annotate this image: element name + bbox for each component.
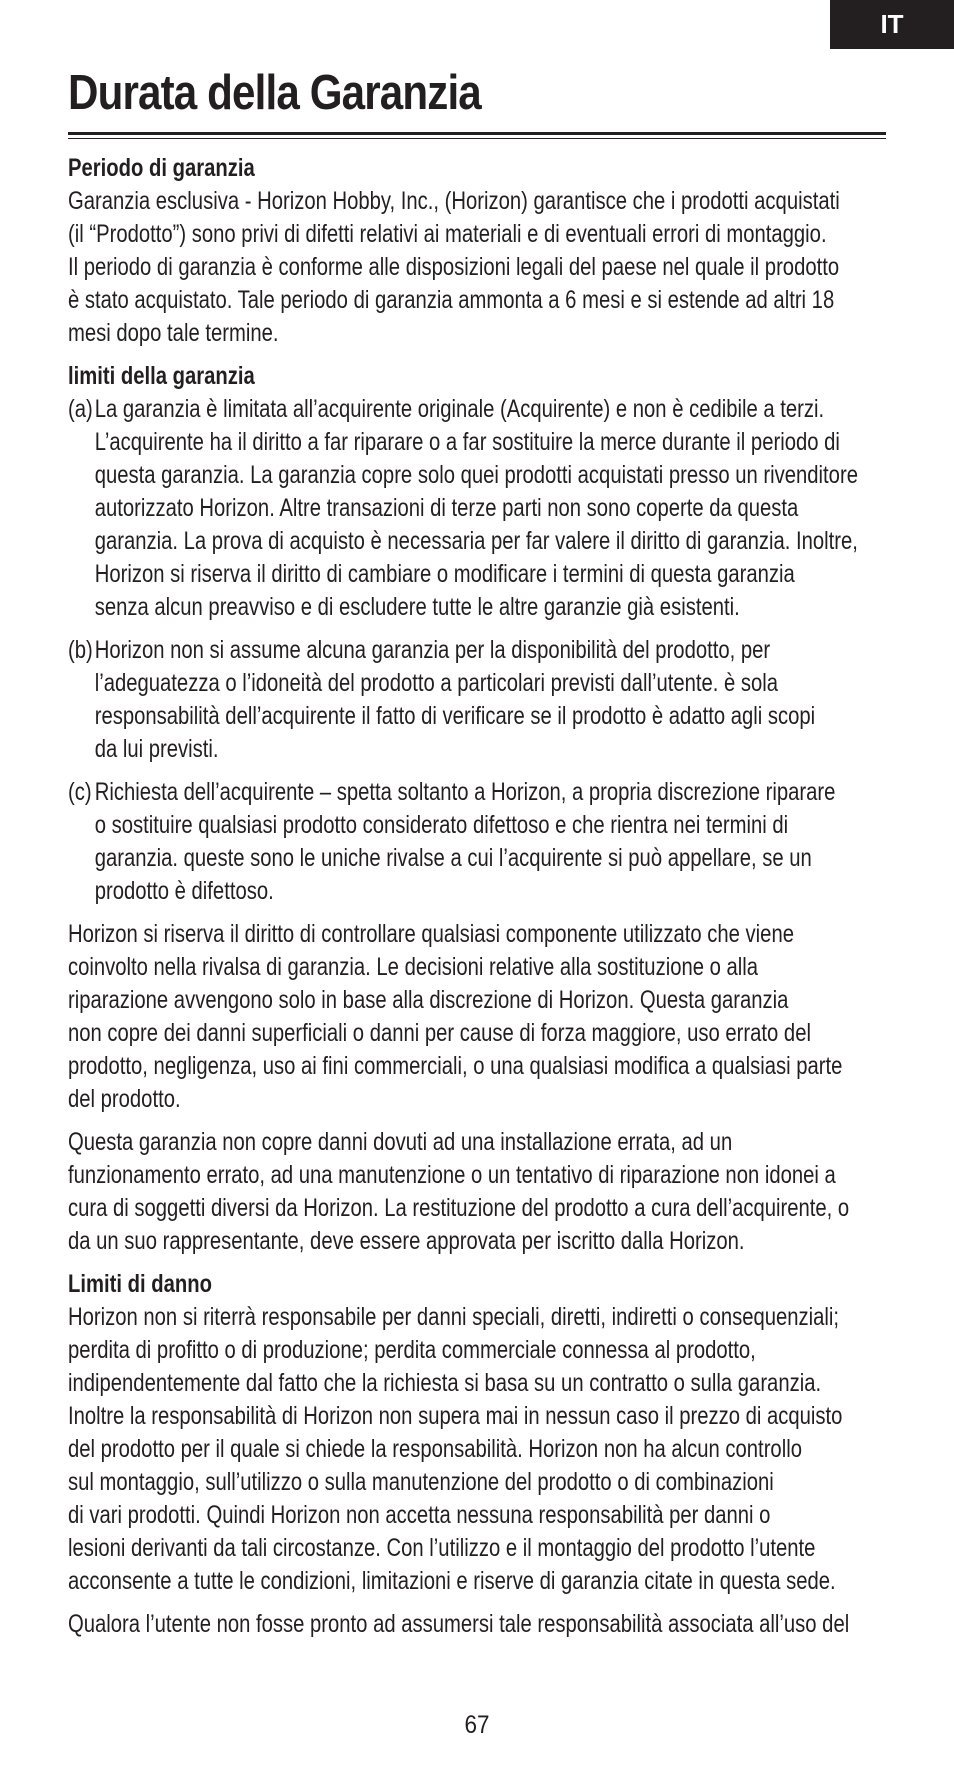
list-item-text: Horizon non si assume alcuna garanzia per la disponibilità del prodotto, per l’adeguatezza o l’idoneità del prodotto a particolari previsti dall’utente. è sola responsabilità dell’acquirente il fatto di verificare se il prodotto è adatto agli scopi da lui previsti. — [94, 636, 816, 763]
language-tab — [830, 0, 954, 49]
list-item — [68, 393, 878, 624]
list-item-text: La garanzia è limitata all’acquirente originale (Acquirente) e non è cedibile a terzi. L’acquirente ha il diritto a far riparare o a far sostituire la merce durante il periodo di questa garanzia. La garanzia copre solo quei prodotti acquistati presso un rivenditore autorizzato Horizon. Altre transazioni di terze parti non sono coperte da questa garanzia. La prova di acquisto è necessaria per far valere il diritto di garanzia. Inoltre, Horizon si riserva il diritto di cambiare o modificare i termini di questa garanzia senza alcun preavviso e di escludere tutte le altre garanzie già esistenti. — [94, 395, 858, 621]
list-item-label: (c) — [68, 778, 92, 806]
section-heading: limiti della garanzia — [68, 362, 255, 390]
section-limiti-di-danno — [68, 1268, 878, 1641]
paragraph: Qualora l’utente non fosse pronto ad assumersi tale responsabilità associata all’uso del — [68, 1610, 850, 1638]
list-item-label: (a) — [68, 395, 93, 423]
list-item-text: Richiesta dell’acquirente – spetta soltanto a Horizon, a propria discrezione riparare o sostituire qualsiasi prodotto considerato difettoso e che rientra nei termini di garanzia. queste sono le uniche rivalse a cui l’acquirente si può appellare, se un prodotto è difettoso. — [94, 778, 836, 905]
page-title: Durata della Garanzia — [68, 66, 481, 120]
section-periodo-di-garanzia — [68, 152, 878, 350]
paragraph: Horizon si riserva il diritto di controllare qualsiasi componente utilizzato che viene coinvolto nella rivalsa di garanzia. Le decisioni relative alla sostituzione o alla riparazione avvengono solo in base alla discrezione di Horizon. Questa garanzia non copre dei danni superficiali o danni per cause di forza maggiore, uso errato del prodotto, negligenza, uso ai fini commerciali, o una qualsiasi modifica a qualsiasi parte del prodotto. — [68, 920, 843, 1113]
list-item — [68, 776, 878, 908]
list-item — [68, 634, 878, 766]
paragraph: Garanzia esclusiva - Horizon Hobby, Inc., (Horizon) garantisce che i prodotti acquistati (il “Prodotto”) sono privi di difetti relativi ai materiali e di eventuali errori di montaggio. Il periodo di garanzia è conforme alle disposizioni legali del paese nel quale il prodotto è stato acquistato. Tale periodo di garanzia ammonta a 6 mesi e si estende ad altri 18 mesi dopo tale termine. — [68, 187, 840, 347]
title-rule-thin — [68, 138, 886, 139]
section-limiti-della-garanzia — [68, 360, 878, 1258]
language-tab-label: IT — [880, 9, 904, 39]
title-rule-thick — [68, 132, 886, 135]
list-item-label: (b) — [68, 636, 93, 664]
document-body — [68, 152, 878, 1651]
paragraph: Horizon non si riterrà responsabile per danni speciali, diretti, indiretti o consequenziali; perdita di profitto o di produzione; perdita commerciale connessa al prodotto, indipendentemente dal fatto che la richiesta si basa su un contratto o sulla garanzia. Inoltre la responsabilità di Horizon non supera mai in nessun caso il prezzo di acquisto del prodotto per il quale si chiede la responsabilità. Horizon non ha alcun controllo sul montaggio, sull’utilizzo o sulla manutenzione del prodotto o di combinazioni di vari prodotti. Quindi Horizon non accetta nessuna responsabilità per danni o lesioni derivanti da tali circostanze. Con l’utilizzo e il montaggio del prodotto l’utente acconsente a tutte le condizioni, limitazioni e riserve di garanzia citate in questa sede. — [68, 1303, 843, 1595]
section-heading: Limiti di danno — [68, 1270, 212, 1298]
page-number: 67 — [464, 1711, 490, 1739]
paragraph: Questa garanzia non copre danni dovuti ad una installazione errata, ad un funzionamento errato, ad una manutenzione o un tentativo di riparazione non idonei a cura di soggetti diversi da Horizon. La restituzione del prodotto a cura dell’acquirente, o da un suo rappresentante, deve essere approvata per iscritto dalla Horizon. — [68, 1128, 850, 1255]
section-heading: Periodo di garanzia — [68, 154, 255, 182]
